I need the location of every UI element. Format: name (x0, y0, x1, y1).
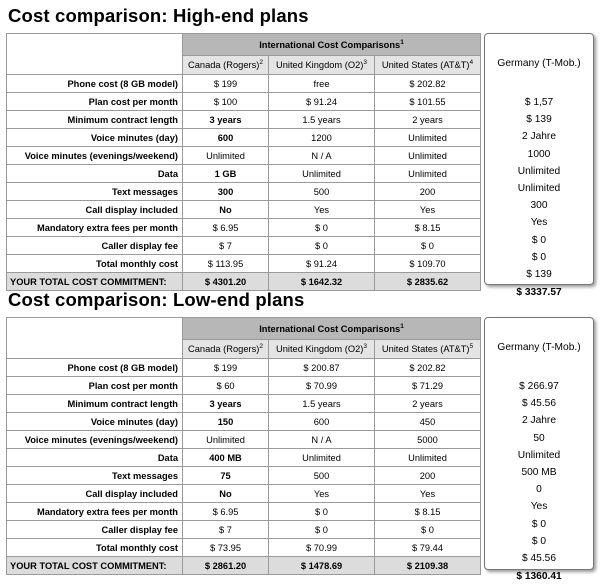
table-cell: 200 (375, 467, 481, 485)
total-cell: $ 2861.20 (183, 557, 269, 575)
table-row (7, 129, 481, 147)
germany-cell: Yes (530, 217, 548, 229)
high-end-germany-panel (484, 33, 594, 299)
germany-total: $ 1360.41 (516, 571, 562, 583)
row-label: Text messages (7, 467, 183, 485)
table-cell: $ 0 (269, 219, 375, 237)
table-cell: No (183, 485, 269, 503)
germany-cell: $ 0 (531, 234, 547, 246)
table-cell: Unlimited (269, 449, 375, 467)
table-cell: N / A (269, 147, 375, 165)
row-label: Mandatory extra fees per month (7, 219, 183, 237)
row-label: Data (7, 165, 183, 183)
high-end-comparison-table (6, 33, 481, 291)
row-label: Caller display fee (7, 237, 183, 255)
table-cell: $ 113.95 (183, 255, 269, 273)
germany-cell: $ 45.56 (522, 398, 556, 410)
table-row (7, 359, 481, 377)
table-cell: $ 202.82 (375, 359, 481, 377)
table-cell: $ 0 (375, 237, 481, 255)
row-label: Minimum contract length (7, 395, 183, 413)
table-row (7, 183, 481, 201)
table-row (7, 75, 481, 93)
column-header-label: Canada (Rogers) (188, 344, 260, 354)
table-cell: 500 (269, 183, 375, 201)
column-header-footnote: 3 (363, 59, 367, 66)
table-cell: $ 0 (375, 521, 481, 539)
row-label: Voice minutes (evenings/weekend) (7, 147, 183, 165)
table-row (7, 219, 481, 237)
table-row (7, 503, 481, 521)
table-cell: 600 (183, 129, 269, 147)
germany-header: Germany (T-Mob.) (497, 342, 581, 353)
row-label: Plan cost per month (7, 93, 183, 111)
table-cell: $ 73.95 (183, 539, 269, 557)
table-cell: Yes (375, 201, 481, 219)
germany-cell: 500 MB (521, 466, 557, 478)
corner-cell (7, 34, 183, 75)
table-cell: $ 6.95 (183, 503, 269, 521)
column-header (183, 340, 269, 359)
table-cell: Yes (269, 485, 375, 503)
column-header (269, 56, 375, 75)
table-cell: Yes (375, 485, 481, 503)
table-cell: 1200 (269, 129, 375, 147)
row-label: Total monthly cost (7, 539, 183, 557)
table-row (7, 413, 481, 431)
table-cell: 300 (183, 183, 269, 201)
table-cell: 600 (269, 413, 375, 431)
table-cell: $ 100 (183, 93, 269, 111)
table-cell: 75 (183, 467, 269, 485)
table-cell: 3 years (183, 111, 269, 129)
table-row (7, 165, 481, 183)
table-cell: Unlimited (375, 147, 481, 165)
table-row (7, 255, 481, 273)
column-header-label: United States (AT&T) (381, 344, 470, 354)
table-cell: 2 years (375, 111, 481, 129)
row-label: Text messages (7, 183, 183, 201)
row-label: Caller display fee (7, 521, 183, 539)
group-header-row (7, 318, 481, 340)
table-row (7, 449, 481, 467)
group-header-footnote: 1 (400, 38, 404, 46)
table-cell: Unlimited (375, 449, 481, 467)
germany-cell: 50 (533, 432, 545, 444)
germany-cell: 2 Jahre (522, 131, 556, 143)
column-header-label: United States (AT&T) (381, 60, 470, 70)
germany-cell: Unlimited (517, 182, 561, 194)
table-cell: $ 8.15 (375, 503, 481, 521)
table-cell: $ 79.44 (375, 539, 481, 557)
table-cell: 1 GB (183, 165, 269, 183)
germany-cell: 0 (536, 484, 542, 496)
column-header-label: United Kingdom (O2) (276, 344, 364, 354)
table-cell: $ 8.15 (375, 219, 481, 237)
group-header (183, 34, 481, 56)
table-cell: 400 MB (183, 449, 269, 467)
group-header-label: International Cost Comparisons (259, 39, 401, 50)
row-label: Data (7, 449, 183, 467)
row-label: Total monthly cost (7, 255, 183, 273)
group-header (183, 318, 481, 340)
table-row (7, 521, 481, 539)
table-cell: Yes (269, 201, 375, 219)
table-cell: 2 years (375, 395, 481, 413)
group-header-label: International Cost Comparisons (259, 323, 401, 334)
table-cell: 3 years (183, 395, 269, 413)
column-header-footnote: 2 (259, 59, 263, 66)
corner-cell (7, 318, 183, 359)
column-header-footnote: 2 (259, 343, 263, 350)
table-cell: 150 (183, 413, 269, 431)
table-cell: Unlimited (183, 431, 269, 449)
germany-cell: $ 139 (526, 114, 552, 126)
germany-cell: Unlimited (517, 449, 561, 461)
table-cell: $ 7 (183, 521, 269, 539)
low-end-comparison-table (6, 317, 481, 575)
table-row (7, 111, 481, 129)
germany-header: Germany (T-Mob.) (497, 58, 581, 69)
column-header-footnote: 4 (469, 59, 474, 66)
column-header (269, 340, 375, 359)
table-cell: $ 60 (183, 377, 269, 395)
row-label: Minimum contract length (7, 111, 183, 129)
table-row (7, 539, 481, 557)
total-label: YOUR TOTAL COST COMMITMENT: (7, 273, 183, 291)
germany-cell: Unlimited (517, 165, 561, 177)
row-label: Voice minutes (day) (7, 413, 183, 431)
total-cell: $ 4301.20 (183, 273, 269, 291)
total-cell: $ 1642.32 (269, 273, 375, 291)
table-cell: $ 70.99 (269, 539, 375, 557)
germany-cell: 300 (530, 200, 548, 212)
table-cell: N / A (269, 431, 375, 449)
germany-cell: $ 0 (531, 518, 547, 530)
table-row (7, 147, 481, 165)
germany-cell: $ 0 (531, 535, 547, 547)
total-cell: $ 2109.38 (375, 557, 481, 575)
row-label: Voice minutes (day) (7, 129, 183, 147)
table-row (7, 377, 481, 395)
column-header (375, 56, 481, 75)
total-cell: $ 1478.69 (269, 557, 375, 575)
table-cell: $ 202.82 (375, 75, 481, 93)
total-label: YOUR TOTAL COST COMMITMENT: (7, 557, 183, 575)
table-cell: $ 109.70 (375, 255, 481, 273)
table-row (7, 431, 481, 449)
germany-cell: 1000 (527, 148, 551, 160)
row-label: Call display included (7, 201, 183, 219)
germany-cell: $ 266.97 (519, 381, 559, 392)
table-cell: 200 (375, 183, 481, 201)
table-cell: $ 7 (183, 237, 269, 255)
low-end-title: Cost comparison: Low-end plans (8, 289, 305, 310)
table-cell: 1.5 years (269, 395, 375, 413)
table-cell: free (269, 75, 375, 93)
table-cell: 5000 (375, 431, 481, 449)
table-cell: $ 199 (183, 359, 269, 377)
germany-cell: Yes (530, 501, 548, 513)
group-header-footnote: 1 (400, 322, 404, 330)
row-label: Plan cost per month (7, 377, 183, 395)
table-row (7, 93, 481, 111)
table-cell: $ 199 (183, 75, 269, 93)
table-cell: Unlimited (375, 165, 481, 183)
column-header-label: Canada (Rogers) (188, 60, 260, 70)
table-cell: No (183, 201, 269, 219)
germany-cell: 2 Jahre (522, 415, 556, 427)
row-label: Phone cost (8 GB model) (7, 359, 183, 377)
table-row (7, 201, 481, 219)
table-cell: Unlimited (183, 147, 269, 165)
total-cell: $ 2835.62 (375, 273, 481, 291)
table-cell: $ 70.99 (269, 377, 375, 395)
high-end-title: Cost comparison: High-end plans (8, 5, 309, 26)
table-cell: $ 91.24 (269, 255, 375, 273)
group-header-row (7, 34, 481, 56)
column-header-label: United Kingdom (O2) (276, 60, 364, 70)
low-end-germany-panel (484, 317, 594, 583)
table-cell: $ 0 (269, 521, 375, 539)
table-cell: $ 0 (269, 503, 375, 521)
total-row (7, 557, 481, 575)
total-row (7, 273, 481, 291)
column-header-footnote: 3 (363, 343, 367, 350)
germany-cell: $ 45.56 (522, 552, 556, 564)
table-row (7, 485, 481, 503)
table-row (7, 467, 481, 485)
row-label: Voice minutes (evenings/weekend) (7, 431, 183, 449)
column-header-footnote: 5 (469, 343, 474, 350)
row-label: Mandatory extra fees per month (7, 503, 183, 521)
table-cell: $ 0 (269, 237, 375, 255)
table-cell: Unlimited (375, 129, 481, 147)
table-row (7, 237, 481, 255)
table-cell: $ 6.95 (183, 219, 269, 237)
table-row (7, 395, 481, 413)
table-cell: $ 71.29 (375, 377, 481, 395)
column-header (375, 340, 481, 359)
table-cell: $ 91.24 (269, 93, 375, 111)
table-cell: Unlimited (269, 165, 375, 183)
table-cell: 500 (269, 467, 375, 485)
column-header (183, 56, 269, 75)
row-label: Call display included (7, 485, 183, 503)
table-cell: $ 200.87 (269, 359, 375, 377)
table-cell: 1.5 years (269, 111, 375, 129)
germany-cell: $ 1,57 (524, 97, 554, 108)
table-cell: 450 (375, 413, 481, 431)
germany-total: $ 3337.57 (516, 287, 562, 299)
germany-cell: $ 139 (526, 268, 552, 280)
table-cell: $ 101.55 (375, 93, 481, 111)
germany-cell: $ 0 (531, 251, 547, 263)
row-label: Phone cost (8 GB model) (7, 75, 183, 93)
